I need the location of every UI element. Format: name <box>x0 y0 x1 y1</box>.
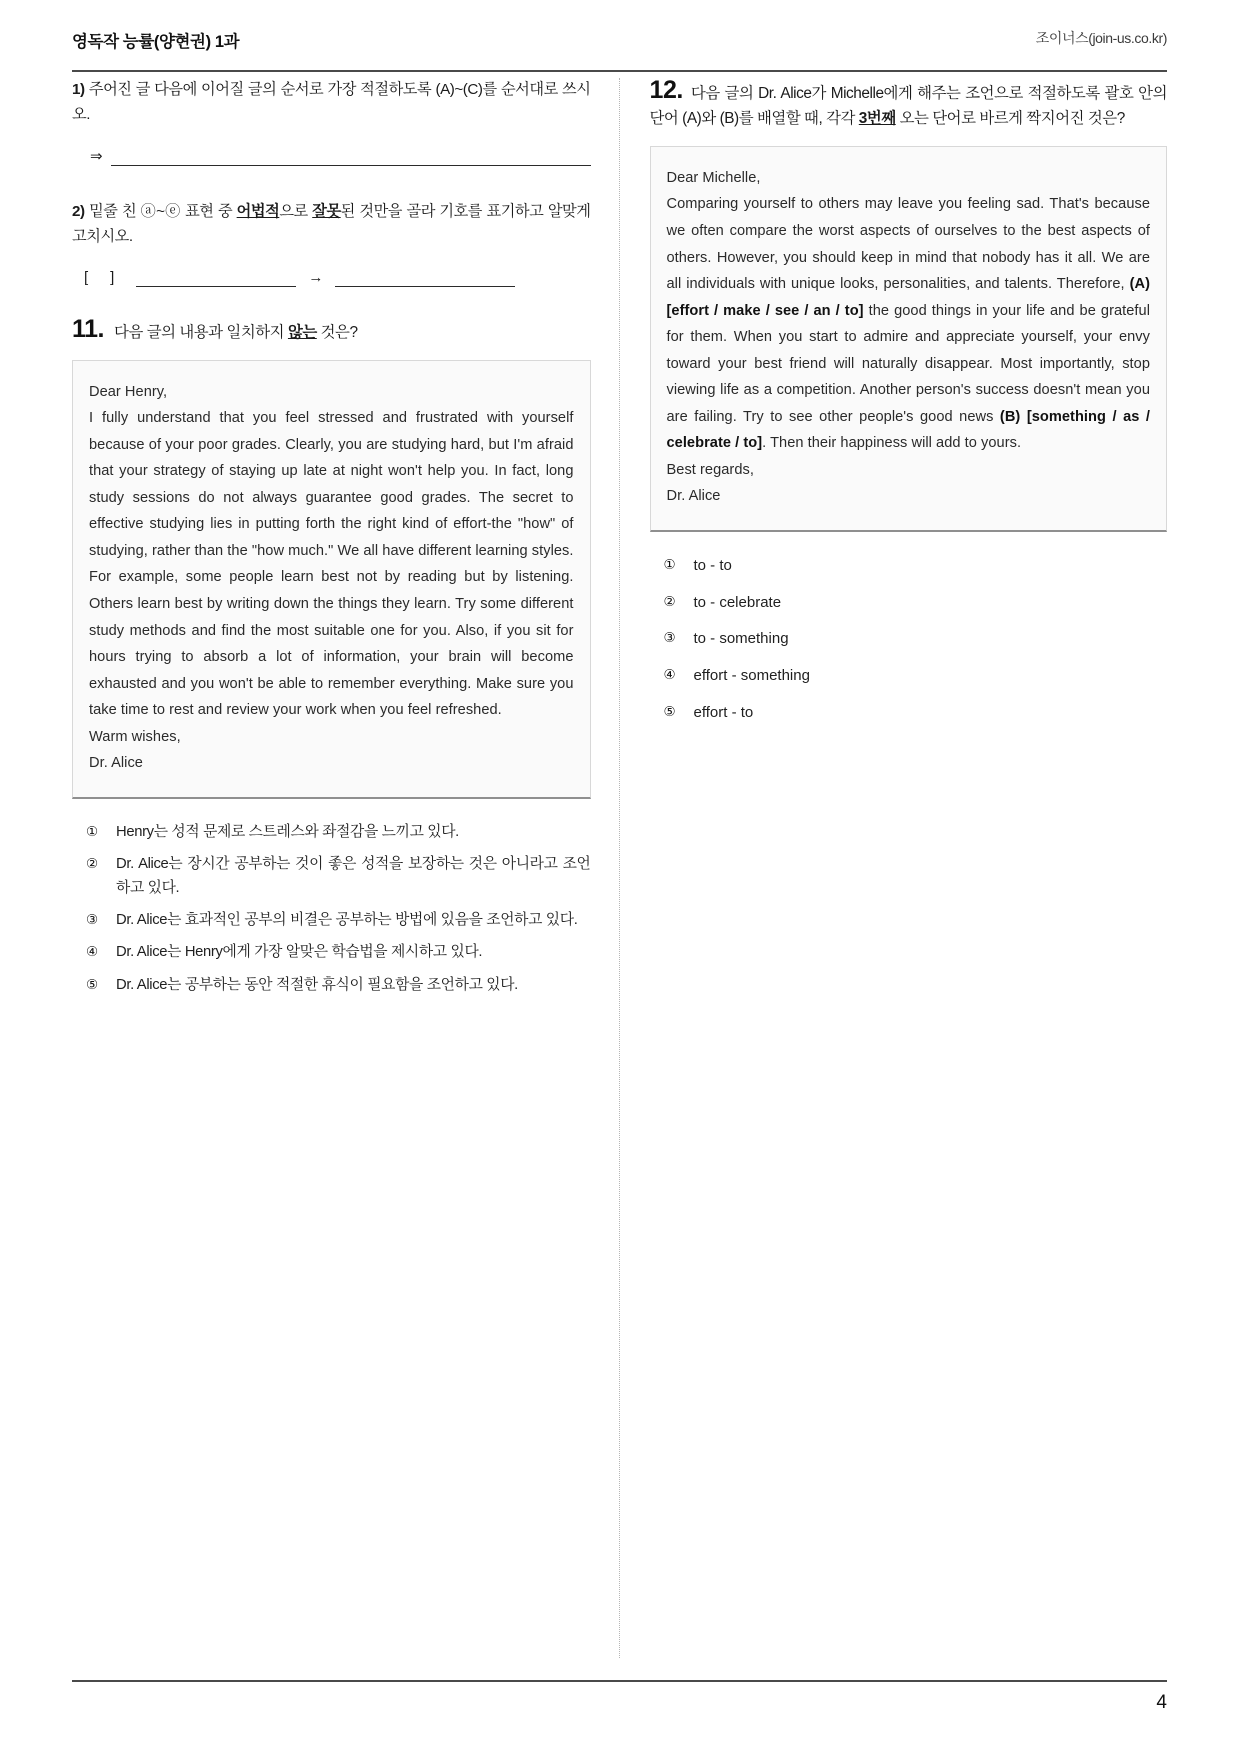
question-11-number: 11. <box>72 314 105 343</box>
sub-question-2-answer-line[interactable] <box>84 270 591 287</box>
question-12-prompt-bold: 3번째 <box>858 109 896 127</box>
bracket-close: ] <box>110 268 133 286</box>
choice-marker: ③ <box>663 630 676 646</box>
choice-marker: ④ <box>663 667 676 683</box>
sub-question-2-prefix: 밑줄 친 ⓐ~ⓔ 표현 중 <box>89 203 237 221</box>
question-11-prompt-bold: 않는 <box>287 323 317 341</box>
choice-item[interactable] <box>664 591 1168 615</box>
question-11-prompt <box>114 321 358 344</box>
write-in-rule-original[interactable] <box>136 272 296 287</box>
choice-text: to - something <box>693 630 789 648</box>
choice-text: Dr. Alice는 효과적인 공부의 비결은 공부하는 방법에 있음을 조언하고 있다. <box>116 911 578 928</box>
sub-question-2-bold-grammar: 어법적 <box>236 203 280 221</box>
page-footer <box>72 1680 1167 1714</box>
sub-question-2-bold-wrong: 잘못 <box>312 203 341 221</box>
choice-item[interactable] <box>86 821 591 844</box>
question-11-choices <box>72 821 591 997</box>
bracket-open: [ <box>84 268 107 286</box>
passage-bold-option-b: (B) [something / as / celebrate / to] <box>666 408 1150 452</box>
page-number: 4 <box>1156 1692 1167 1713</box>
choice-marker: ⑤ <box>86 976 98 992</box>
passage-signature: Dr. Alice <box>666 488 721 505</box>
sub-question-1-answer-line[interactable] <box>90 149 591 166</box>
arrow-right-icon: → <box>308 268 324 286</box>
page-header <box>72 28 1167 72</box>
choice-marker: ① <box>663 557 676 573</box>
choice-text: Dr. Alice는 공부하는 동안 적절한 휴식이 필요함을 조언하고 있다. <box>116 976 518 993</box>
sub-question-1-number: 1) <box>72 81 85 98</box>
passage-body: I fully understand that you feel stressed and frustrated with yourself because of your poor grades. Clearly, you are studying hard, but I'm afraid that your strategy of staying up late at night won't help you. In fact, long study sessions do not always guarantee good grades. The secret to effective studying lies in putting forth the right kind of effort-the "how" of studying, rather than the "how much." We all have different learning styles. For example, some people learn best not by reading but by listening. Others learn best by writing down the things they learn. Try some different study methods and find the most suitable one for you. Also, if you sit for hours trying to absorb a lot of information, your brain will become exhausted and you won't be able to remember everything. Make sure you take time to rest and review your work when you feel refreshed. <box>89 410 574 719</box>
choice-item[interactable] <box>664 627 1168 651</box>
passage-closing: Best regards, <box>666 461 754 478</box>
header-site-label: 조이너스(join-us.co.kr) <box>1035 30 1167 46</box>
sub-question-1-text: 주어진 글 다음에 이어질 글의 순서로 가장 적절하도록 (A)~(C)를 순서대로 쓰시오. <box>72 81 591 123</box>
right-column <box>620 78 1168 1658</box>
choice-item[interactable] <box>86 909 591 932</box>
header-title: 영독작 능률(양현권) 1과 <box>72 33 240 51</box>
passage-body-part2: the good things in your life and be grateful for them. When you start to admire and appreciate yourself, your envy toward your best friend will naturally disappear. Most importantly, stop viewing life as a competition. Another person's success doesn't mean you are failing. Try to see other people's good news <box>666 302 1150 425</box>
choice-text: effort - something <box>693 667 810 685</box>
passage-closing: Warm wishes, <box>89 728 181 745</box>
choice-item[interactable] <box>86 853 591 900</box>
question-12-choices <box>650 554 1168 724</box>
passage-signature: Dr. Alice <box>89 755 143 772</box>
choice-marker: ③ <box>86 911 98 927</box>
write-in-rule-correction[interactable] <box>335 272 515 287</box>
passage-salutation: Dear Michelle, <box>666 169 761 186</box>
choice-text: to - celebrate <box>693 593 782 611</box>
question-12-prompt-part2: 오는 단어로 바르게 짝지어진 것은? <box>895 109 1125 127</box>
question-12-heading <box>650 78 1168 132</box>
choice-text: Dr. Alice는 Henry에게 가장 알맞은 학습법을 제시하고 있다. <box>116 944 483 961</box>
passage-body <box>667 191 1151 456</box>
left-column <box>72 78 620 1658</box>
question-12-number: 12. <box>649 76 683 104</box>
sub-question-2-mid: 으로 <box>279 203 313 221</box>
choice-text: Henry는 성적 문제로 스트레스와 좌절감을 느끼고 있다. <box>116 823 459 840</box>
choice-text: Dr. Alice는 장시간 공부하는 것이 좋은 성적을 보장하는 것은 아니라고 조언하고 있다. <box>116 856 591 896</box>
question-12-prompt-part1: 다음 글의 Dr. Alice가 Michelle에게 해주는 조언으로 적절하도록 괄호 안의 단어 (A)와 (B)를 배열할 때, 각각 <box>649 85 1167 127</box>
choice-marker: ② <box>86 856 98 872</box>
choice-marker: ④ <box>86 944 98 960</box>
arrow-right-icon: ⇒ <box>90 148 103 166</box>
choice-item[interactable] <box>664 664 1168 688</box>
choice-item[interactable] <box>664 554 1168 578</box>
passage-body-part1: Comparing yourself to others may leave you feeling sad. That's because we often compare the worst aspects of ourselves to the best aspects of others. However, you should keep in mind that nobody has it all. We are all individuals with unique looks, personalities, and talents. Therefore, <box>666 196 1150 293</box>
choice-marker: ⑤ <box>663 703 676 719</box>
passage-body-part3: . Then their happiness will add to yours. <box>762 435 1022 452</box>
choice-item[interactable] <box>664 701 1168 725</box>
write-in-rule[interactable] <box>111 151 591 166</box>
sub-question-2-suffix: 된 것만을 골라 기호를 표기하고 알맞게 고치시오. <box>72 203 591 245</box>
content-columns <box>72 78 1167 1658</box>
choice-item[interactable] <box>86 941 591 964</box>
question-11-heading <box>72 314 591 344</box>
question-11-prompt-before: 다음 글의 내용과 일치하지 <box>114 323 288 341</box>
sub-question-2 <box>72 200 591 249</box>
passage-salutation: Dear Henry, <box>89 383 168 400</box>
choice-item[interactable] <box>86 974 591 997</box>
sub-question-1 <box>72 78 591 127</box>
choice-marker: ① <box>86 823 98 839</box>
choice-text: to - to <box>693 557 732 575</box>
question-12-passage-box <box>650 146 1168 532</box>
choice-text: effort - to <box>693 703 754 721</box>
question-11-prompt-after: 것은? <box>316 323 358 341</box>
sub-question-2-number: 2) <box>72 203 85 221</box>
passage-bold-option-a: (A) [effort / make / see / an / to] <box>666 276 1150 319</box>
question-11-passage-box <box>72 360 591 799</box>
choice-marker: ② <box>663 593 676 609</box>
